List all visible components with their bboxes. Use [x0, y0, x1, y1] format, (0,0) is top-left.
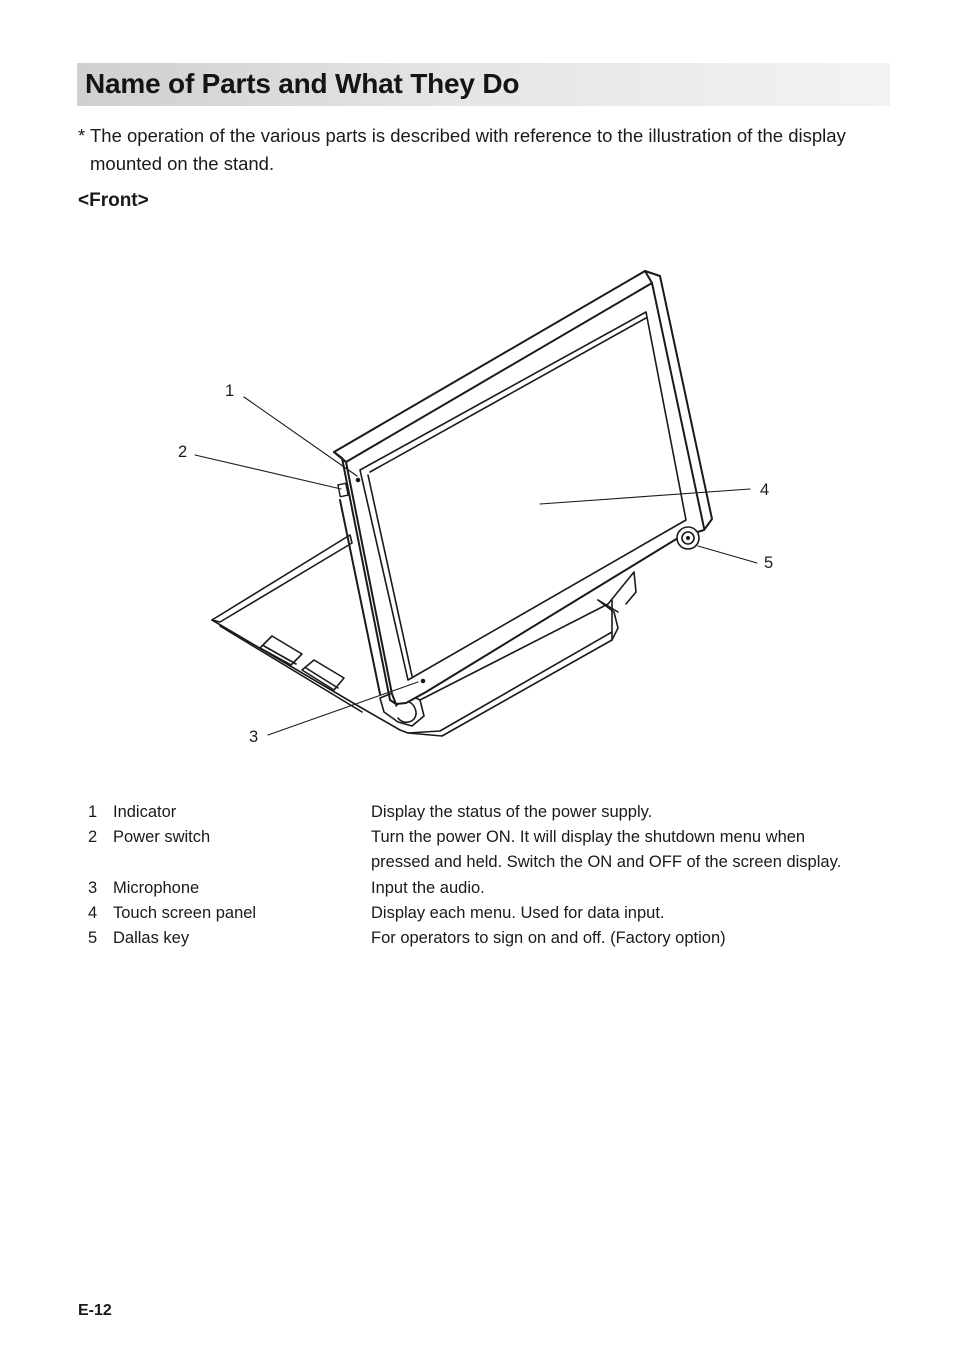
part-name: Touch screen panel	[113, 903, 257, 922]
part-description: For operators to sign on and off. (Factory option)	[371, 929, 726, 948]
part-number: 5	[88, 929, 98, 948]
dallas-key	[677, 527, 699, 549]
part-row-dallas-key	[86, 926, 876, 951]
part-description: Display the status of the power supply.	[371, 803, 653, 821]
page-number: E-12	[78, 1302, 112, 1319]
part-row-indicator	[86, 800, 876, 825]
part-name: Microphone	[113, 878, 200, 897]
microphone-dot	[421, 679, 425, 683]
page-title: Name of Parts and What They Do	[85, 68, 520, 99]
part-row-touch-screen-panel	[86, 901, 876, 926]
stand-hinge	[380, 572, 636, 726]
screen-panel	[360, 312, 686, 680]
part-number: 1	[88, 803, 98, 821]
note-marker: *	[78, 125, 86, 146]
title-bar	[77, 63, 890, 106]
part-row-microphone	[86, 876, 876, 901]
indicator-dot	[356, 478, 360, 482]
part-row-power-switch	[86, 825, 876, 875]
part-name: Power switch	[113, 828, 211, 847]
part-number: 3	[88, 878, 98, 897]
callout-number-4: 4	[760, 481, 770, 499]
part-number: 2	[88, 828, 98, 847]
part-description: Display each menu. Used for data input.	[371, 903, 665, 922]
part-description: Input the audio.	[371, 878, 485, 897]
section-heading-front: <Front>	[78, 190, 149, 211]
note-text: The operation of the various parts is described with reference to the illustration of the display mounted on the stand.	[90, 125, 846, 174]
part-name: Indicator	[113, 803, 177, 821]
callout-leaders	[195, 397, 757, 735]
callout-number-1: 1	[225, 382, 235, 400]
callout-number-3: 3	[249, 728, 259, 746]
parts-list	[86, 800, 876, 951]
display-frame	[334, 271, 712, 704]
callout-number-5: 5	[764, 554, 774, 572]
power-switch	[338, 483, 348, 496]
callout-number-2: 2	[178, 443, 188, 461]
stand-base	[212, 535, 618, 736]
part-description: Turn the power ON. It will display the shutdown menu when pressed and held. Switch the ON and OFF of the screen display.	[371, 828, 842, 872]
part-number: 4	[88, 903, 98, 922]
note-paragraph	[78, 122, 878, 178]
part-name: Dallas key	[113, 929, 190, 948]
